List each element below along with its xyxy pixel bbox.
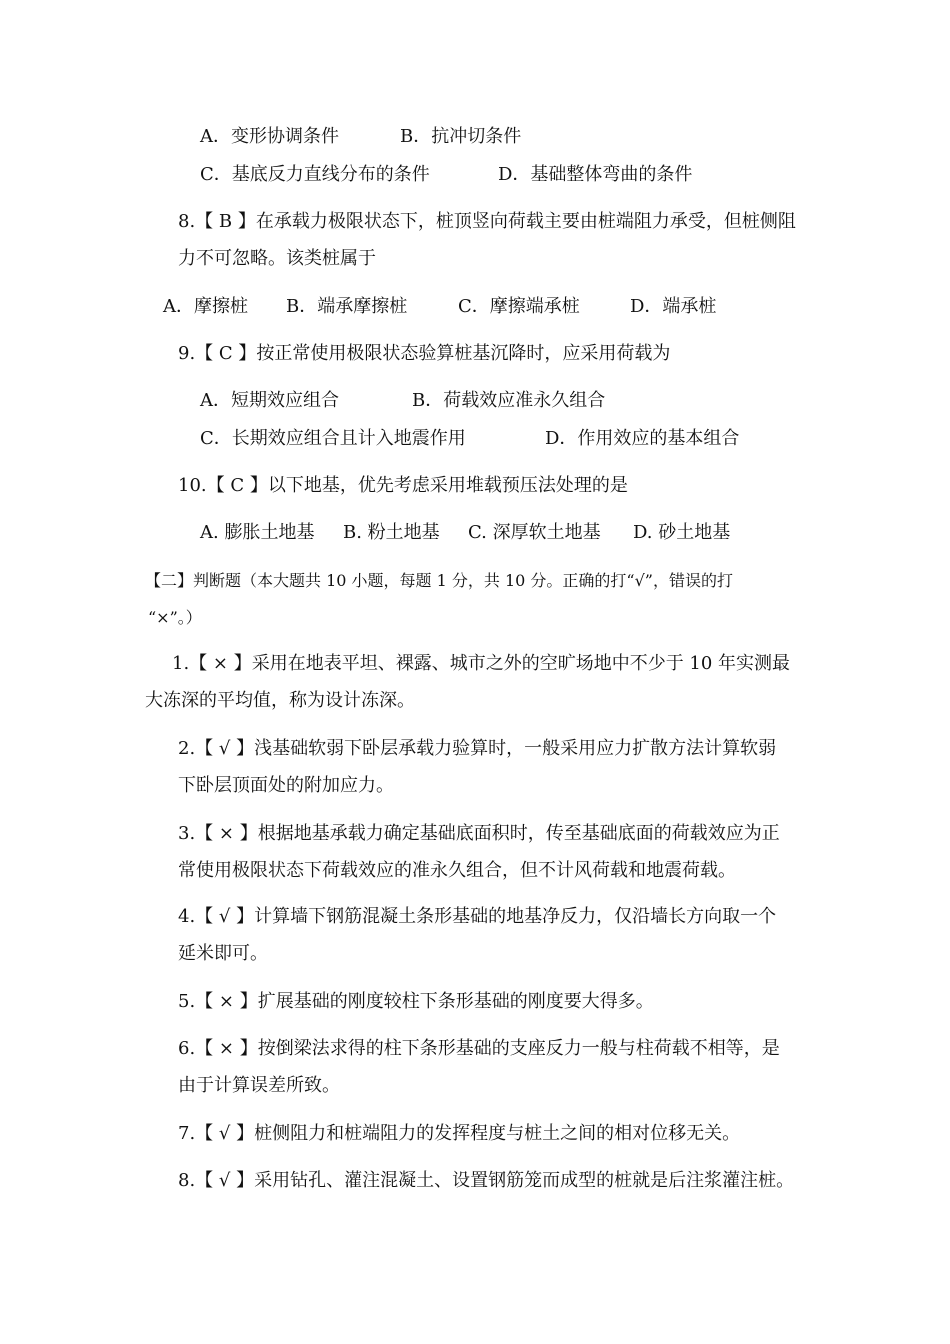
tf-q2-line2: 下卧层顶面处的附加应力。 — [178, 775, 394, 796]
q9-option-d: D．作用效应的基本组合 — [545, 428, 740, 449]
tf-q5-line1: 5.【 × 】扩展基础的刚度较柱下条形基础的刚度要大得多。 — [178, 991, 654, 1012]
tf-q3-line1: 3.【 × 】根据地基承载力确定基础底面积时，传至基础底面的荷载效应为正 — [178, 823, 780, 844]
q8-option-a: A．摩擦桩 — [163, 296, 248, 317]
q10-stem: 10.【 C 】以下地基，优先考虑采用堆载预压法处理的是 — [178, 475, 628, 496]
q8-option-c: C．摩擦端承桩 — [458, 296, 580, 317]
tf-q4-line1: 4.【 √ 】计算墙下钢筋混凝土条形基础的地基净反力，仅沿墙长方向取一个 — [178, 906, 777, 927]
q8-option-b: B．端承摩擦桩 — [286, 296, 408, 317]
q8-stem-line1: 8.【 B 】在承载力极限状态下，桩顶竖向荷载主要由桩端阻力承受，但桩侧阻 — [178, 211, 796, 232]
tf-q2-line1: 2.【 √ 】浅基础软弱下卧层承载力验算时，一般采用应力扩散方法计算软弱 — [178, 738, 777, 759]
tf-q1-line1: 1.【 × 】采用在地表平坦、裸露、城市之外的空旷场地中不少于 10 年实测最 — [172, 653, 791, 674]
q10-option-c: C. 深厚软土地基 — [468, 522, 601, 543]
tf-q4-line2: 延米即可。 — [178, 943, 268, 964]
q8-stem-line2: 力不可忽略。该类桩属于 — [178, 248, 376, 269]
q10-option-d: D. 砂土地基 — [633, 522, 731, 543]
tf-q6-line2: 由于计算误差所致。 — [178, 1075, 340, 1096]
section-heading-line2: “×”。） — [148, 608, 202, 627]
tf-q1-line2: 大冻深的平均值，称为设计冻深。 — [145, 690, 415, 711]
section-heading-line1: 【二】判断题（本大题共 10 小题，每题 1 分，共 10 分。正确的打“√”，错误的打 — [145, 571, 733, 590]
tf-q3-line2: 常使用极限状态下荷载效应的准永久组合，但不计风荷载和地震荷载。 — [178, 860, 736, 881]
q10-option-a: A. 膨胀土地基 — [200, 522, 315, 543]
tf-q8-line1: 8.【 √ 】采用钻孔、灌注混凝土、设置钢筋笼而成型的桩就是后注浆灌注桩。 — [178, 1170, 795, 1191]
tf-q6-line1: 6.【 × 】按倒梁法求得的柱下条形基础的支座反力一般与柱荷载不相等，是 — [178, 1038, 780, 1059]
q9-option-c: C．长期效应组合且计入地震作用 — [200, 428, 466, 449]
q7-option-a: A．变形协调条件 — [200, 126, 339, 147]
q7-option-d: D．基础整体弯曲的条件 — [498, 164, 693, 185]
tf-q7-line1: 7.【 √ 】桩侧阻力和桩端阻力的发挥程度与桩土之间的相对位移无关。 — [178, 1123, 741, 1144]
q9-option-b: B．荷载效应准永久组合 — [412, 390, 606, 411]
q8-option-d: D．端承桩 — [630, 296, 717, 317]
q7-option-b: B．抗冲切条件 — [400, 126, 522, 147]
q7-option-c: C．基底反力直线分布的条件 — [200, 164, 430, 185]
q9-stem: 9.【 C 】按正常使用极限状态验算桩基沉降时，应采用荷载为 — [178, 343, 671, 364]
q10-option-b: B. 粉土地基 — [343, 522, 440, 543]
q9-option-a: A．短期效应组合 — [200, 390, 339, 411]
